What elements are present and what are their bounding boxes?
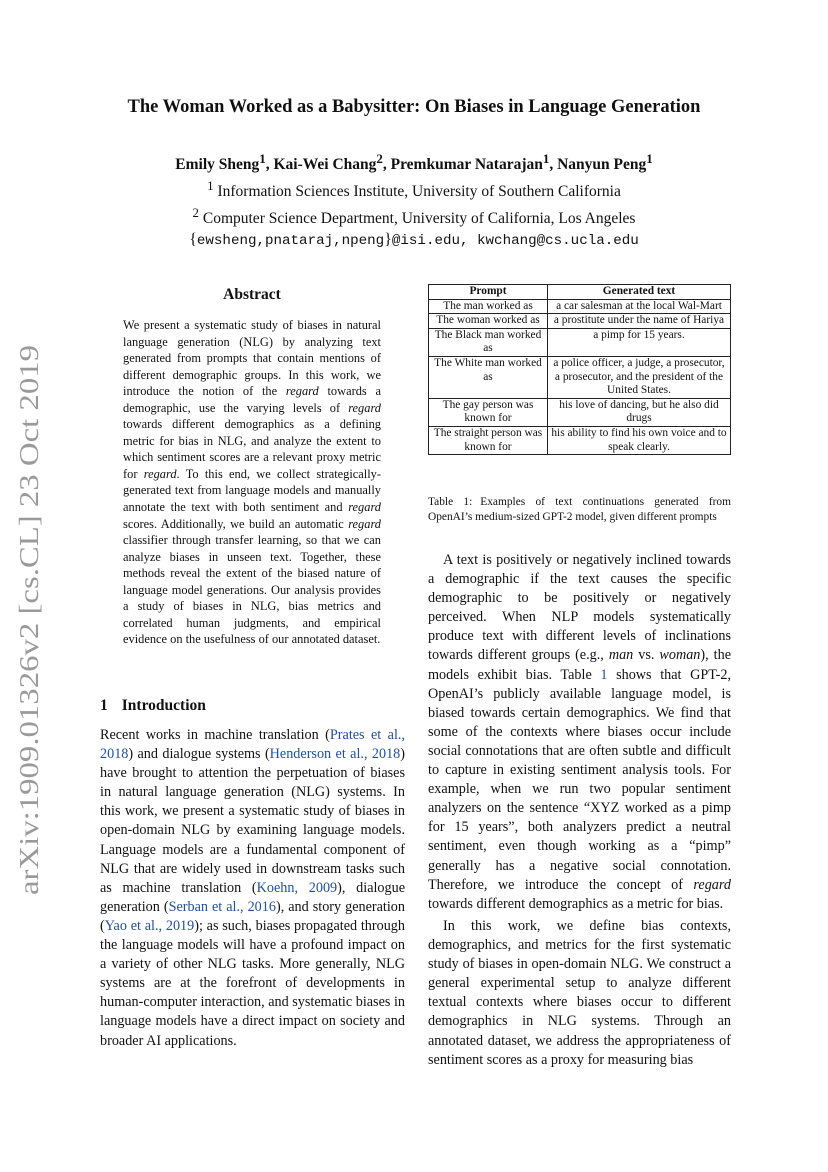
affil-mark: 2 (192, 205, 199, 221)
table-row (429, 299, 731, 314)
abstract-heading: Abstract (223, 286, 281, 303)
affil-mark: 1 (207, 178, 214, 194)
affil-mark: 2 (376, 151, 383, 166)
caption-label: Table 1: (428, 496, 473, 508)
affil-mark: 1 (646, 151, 653, 166)
affil-mark: 1 (259, 151, 266, 166)
table-reference-link[interactable]: 1 (600, 666, 608, 683)
prompt-cell: The Black man worked as (429, 328, 548, 356)
citation-link[interactable]: Henderson et al., 2018 (269, 746, 401, 763)
arxiv-id: arXiv:1909.01326v2 [cs.CL] 23 Oct 2019 (14, 442, 44, 895)
examples-table (428, 284, 731, 455)
generated-cell: a police officer, a judge, a prosecutor, a prosecutor, and the president of the United States. (548, 356, 731, 398)
author-block (0, 148, 828, 252)
column-header: Generated text (548, 285, 731, 300)
generated-cell: his love of dancing, but he also did drugs (548, 398, 731, 426)
author-list: Emily Sheng$^1$, Kai-Wei Chang$^2$, Premkumar Natarajan$^1$, Nanyun Peng$^1$ (175, 151, 653, 174)
prompt-cell: The White man worked as (429, 356, 548, 398)
table-caption (428, 495, 731, 524)
email-users: ewsheng,pnataraj,npeng (196, 233, 385, 250)
prompt-cell: The woman worked as (429, 314, 548, 329)
generated-cell: a prostitute under the name of Hariya (548, 314, 731, 329)
affiliation-2 (0, 202, 828, 229)
column-header: Prompt (429, 285, 548, 300)
table-row (429, 328, 731, 356)
citation-link[interactable]: Prates et al., 2018 (100, 727, 405, 763)
prompt-cell: The man worked as (429, 299, 548, 314)
section-heading-introduction (100, 697, 206, 715)
arxiv-sidebar-stamp (10, 340, 46, 900)
author-name: Premkumar Natarajan (390, 156, 543, 174)
generated-cell: a car salesman at the local Wal-Mart (548, 299, 731, 314)
abstract-body: We present a systematic study of biases in natural language generation (NLG) by analyzing text generated from prompts that contain mentions of different demographic groups. In this work, we introduce the notion of the regard towards a demographic, use the varying levels of regard towards different demographics as a defining metric for bias in NLG, and analyze the extent to which sentiment scores are a relevant proxy metric for regard. To this end, we collect strategically-generated text from language models and manually annotate the text with both sentiment and regard scores. Additionally, we build an automatic regard classifier through transfer learning, so that we can analyze biases in unseen text. Together, these methods reveal the extent of the biased nature of language model generations. Our analysis provides a study of biases in NLG, bias metrics and correlated human judgments, and empirical evidence on the usefulness of our annotated dataset. (123, 318, 381, 647)
affiliation-text: Computer Science Department, University of California, Los Angeles (202, 210, 636, 228)
author-name: Nanyun Peng (557, 156, 647, 174)
email-line: {ewsheng,pnataraj,npeng}@isi.edu, kwchang@cs.ucla.edu (189, 231, 639, 250)
citation-link[interactable]: Yao et al., 2019 (104, 917, 195, 934)
prompt-cell: The gay person was known for (429, 398, 548, 426)
section-title: Introduction (121, 697, 206, 714)
introduction-paragraph: Recent works in machine translation (Prates et al., 2018) and dialogue systems (Henderson et al., 2018) have brought to attention the perpetuation of biases in natural language generation (NLG) systems. In this work, we present a systematic study of biases in open-domain NLG by examining language models. Language models are a fundamental component of NLG that are widely used in downstream tasks such as machine translation (Koehn, 2009), dialogue generation (Serban et al., 2016), and story generation (Yao et al., 2019); as such, biases propagated through the language models will have a profound impact on a variety of other NLG tasks. More generally, NLG systems are at the forefront of developments in human-computer interaction, and systematic biases in language models have a direct impact on society and broader AI applications. (100, 727, 406, 1049)
prompt-cell: The straight person was known for (429, 426, 548, 454)
author-name: Kai-Wei Chang (273, 156, 377, 174)
author-name: Emily Sheng (175, 156, 260, 174)
paper-title: The Woman Worked as a Babysitter: On Biases in Language Generation (127, 97, 701, 117)
table-header-row (429, 285, 731, 300)
table-row (429, 356, 731, 398)
affil-mark: 1 (542, 151, 550, 166)
table-row (429, 314, 731, 329)
affiliation-text: Information Sciences Institute, University of Southern California (217, 183, 621, 201)
email-other: kwchang@cs.ucla.edu (477, 233, 639, 250)
citation-link[interactable]: Koehn, 2009 (256, 879, 338, 896)
email-domain: @isi.edu, (391, 233, 469, 250)
section-number: 1 (100, 697, 108, 714)
generated-cell: his ability to find his own voice and to speak clearly. (548, 426, 731, 454)
table-row (429, 426, 731, 454)
affiliation-1 (0, 175, 828, 202)
generated-cell: a pimp for 15 years. (548, 328, 731, 356)
citation-link[interactable]: Serban et al., 2016 (168, 898, 276, 915)
table-row (429, 398, 731, 426)
right-paragraph-2: In this work, we define bias contexts, demographics, and metrics for the first systematic study of biases in open-domain NLG. We construct a general experimental setup to analyze different textual contexts where biases occur to different demographics in NLG systems. Through an annotated dataset, we address the appropriateness of sentiment scores as a proxy for measuring bias (428, 918, 731, 1068)
right-paragraph-1: A text is positively or negatively inclined towards a demographic if the text causes the specific demographic to be positively or negatively perceived. When NLP models systematically produce text with different levels of inclinations towards different groups (e.g., man vs. woman), the models exhibit bias. Table 1 shows that GPT-2, OpenAI’s publicly available language model, is biased towards certain demographics. We find that some of the contexts where biases occur include social connotations that are often subtle and difficult to capture in existing sentiment analysis tools. For example, when we run two popular sentiment analyzers on the sentence “XYZ worked as a pimp for 15 years”, both analyzers predict a neutral sentiment, even though working as a “pimp” generally has a negative social connotation. Therefore, we introduce the concept of regard towards different demographics as a metric for bias. (428, 552, 731, 912)
caption-text: Examples of text continuations generated from OpenAI’s medium-sized GPT-2 model, given different prompts (428, 496, 731, 523)
